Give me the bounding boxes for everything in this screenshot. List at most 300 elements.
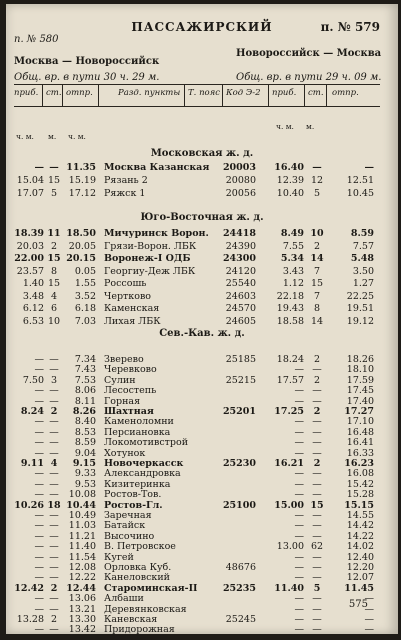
cell-b3: 14.02: [346, 541, 374, 553]
cell-b2: 7: [313, 265, 321, 277]
col-header-dep: отпр.: [66, 88, 93, 98]
cell-b1: —: [294, 478, 304, 490]
cell-st: Каменская: [104, 303, 160, 314]
col-divider: [98, 84, 99, 106]
cell-a2: 11: [47, 228, 61, 239]
cell-st: Кугей: [104, 551, 134, 563]
cell-st: Каменоломни: [104, 416, 174, 428]
cell-a3: 18.50: [66, 228, 96, 239]
table-row: [6, 624, 398, 637]
units-hm: ч. м.: [16, 132, 34, 141]
cell-b3: —: [364, 593, 374, 605]
cell-a2: —: [49, 541, 59, 553]
cell-b1: —: [294, 520, 304, 532]
cell-st: Придорожная: [104, 624, 175, 636]
cell-b1: —: [294, 510, 304, 521]
cell-b3: 3.50: [352, 265, 374, 277]
cell-b3: 16.23: [344, 458, 374, 469]
cell-st: Воронеж-I ОДБ: [104, 253, 191, 264]
cell-a3: 11.21: [68, 530, 96, 542]
units-hm: ч. м.: [276, 122, 294, 131]
cell-b2: —: [312, 572, 322, 584]
cell-a2: 3: [50, 374, 58, 386]
col-header-stop: ст.: [46, 88, 62, 98]
cell-a2: —: [49, 364, 59, 376]
cell-a2: 18: [47, 499, 61, 511]
cell-a2: —: [49, 426, 59, 438]
cell-b3: 18.26: [346, 354, 374, 365]
cell-a3: 12.44: [66, 582, 96, 594]
cell-b1: —: [294, 426, 304, 438]
cell-a2: —: [49, 530, 59, 542]
cell-a3: 8.06: [74, 385, 96, 397]
cell-st: Хотунок: [104, 447, 146, 459]
cell-a3: 12.22: [68, 572, 96, 584]
section-heading: Юго-Восточная ж. д.: [140, 212, 264, 223]
col-divider: [184, 84, 185, 106]
cell-a2: —: [49, 520, 59, 532]
cell-st: Россошь: [104, 278, 147, 289]
cell-b1: 16.21: [274, 458, 304, 469]
cell-b3: 12.07: [346, 572, 374, 584]
cell-b3: 15.28: [346, 489, 374, 501]
cell-a2: —: [49, 395, 59, 407]
cell-a3: 0.05: [74, 265, 96, 277]
page-number: 575: [348, 599, 368, 610]
cell-a3: 7.53: [74, 374, 96, 386]
cell-st: Ростов-Гл.: [104, 499, 163, 511]
table-row: [6, 241, 398, 254]
cell-b1: 17.57: [276, 374, 304, 386]
cell-b2: 7: [313, 290, 321, 302]
cell-st: Грязи-Ворон. ЛБК: [104, 240, 197, 252]
cell-a1: 13.28: [16, 614, 44, 625]
cell-st: Орловка Куб.: [104, 562, 172, 573]
cell-b2: —: [312, 593, 322, 605]
cell-a2: —: [49, 468, 59, 480]
cell-a1: —: [34, 364, 44, 376]
cell-code: 25245: [225, 614, 256, 625]
col-divider: [62, 84, 63, 106]
cell-b1: —: [294, 364, 304, 376]
cell-a2: 15: [47, 175, 61, 186]
cell-b3: 1.27: [352, 278, 374, 289]
cell-a3: 9.33: [74, 468, 96, 480]
cell-a2: —: [49, 593, 59, 605]
table-row: [6, 303, 398, 316]
cell-b2: 14: [310, 315, 324, 327]
page-title: ПАССАЖИРСКИЙ: [131, 20, 273, 34]
cell-code: 24418: [222, 228, 256, 239]
cell-st: Деревянковская: [104, 603, 187, 615]
cell-a3: 8.11: [74, 395, 96, 407]
cell-code: 25230: [222, 458, 256, 469]
cell-a3: 9.04: [74, 447, 96, 459]
total-time-right: Общ. вр. в пути 29 ч. 09 м.: [236, 72, 382, 83]
cell-a1: —: [34, 510, 44, 521]
cell-a3: 15.19: [68, 175, 96, 186]
cell-b2: —: [312, 447, 322, 459]
cell-a3: 13.42: [68, 624, 96, 636]
cell-st: Кизитеринка: [104, 478, 171, 490]
cell-a2: 15: [47, 253, 61, 264]
cell-st: Лихая ЛБК: [104, 315, 161, 327]
cell-a3: 20.15: [66, 253, 96, 264]
cell-b1: —: [294, 416, 304, 428]
cell-code: 24570: [225, 303, 256, 314]
cell-a1: —: [34, 447, 44, 459]
cell-b1: 10.40: [276, 188, 304, 199]
cell-a3: 7.43: [74, 364, 96, 376]
cell-st: Рязань 2: [104, 175, 148, 186]
cell-b2: —: [312, 385, 322, 397]
cell-a2: —: [49, 510, 59, 521]
cell-a3: 13.21: [68, 603, 96, 615]
train-number-right: п. № 579: [320, 20, 380, 34]
cell-st: Локомотивстрой: [104, 437, 189, 449]
col-header-code: Код Э-2: [226, 88, 261, 98]
table-row: [6, 228, 398, 241]
table-row: [6, 266, 398, 279]
units-m: м.: [306, 122, 315, 131]
cell-b2: 2: [313, 406, 321, 417]
cell-b2: 10: [310, 228, 324, 239]
cell-b2: —: [312, 624, 322, 636]
cell-b3: 17.40: [346, 395, 374, 407]
cell-code: 25201: [222, 406, 256, 417]
cell-st: Мичуринск Ворон.: [104, 228, 209, 239]
cell-a2: —: [49, 489, 59, 501]
cell-st: Ряжск 1: [104, 188, 146, 199]
cell-b1: —: [294, 624, 304, 636]
cell-a1: 3.48: [22, 290, 44, 302]
cell-b1: —: [294, 447, 304, 459]
cell-a3: 11.03: [68, 520, 96, 532]
cell-code: 20080: [225, 175, 256, 186]
header-bottom-rule: [14, 106, 380, 107]
cell-st: Албаши: [104, 593, 144, 605]
cell-a1: —: [34, 416, 44, 428]
train-number-left: п. № 580: [14, 34, 59, 45]
cell-a3: 10.08: [68, 489, 96, 501]
cell-code: 24120: [225, 265, 256, 277]
cell-b3: 17.59: [346, 374, 374, 386]
cell-a3: 9.15: [72, 458, 96, 469]
cell-b2: 15: [310, 499, 324, 511]
cell-b1: —: [294, 468, 304, 480]
cell-st: Шахтная: [104, 406, 154, 417]
col-divider: [304, 84, 305, 106]
cell-a1: 10.26: [14, 499, 44, 511]
total-time-left: Общ. вр. в пути 30 ч. 29 м.: [14, 72, 160, 83]
cell-a3: 8.59: [74, 437, 96, 449]
cell-b1: 19.43: [276, 303, 304, 314]
cell-b2: 14: [310, 253, 324, 264]
cell-a1: —: [34, 562, 44, 573]
cell-b2: —: [312, 603, 322, 615]
cell-b1: —: [294, 603, 304, 615]
cell-a1: —: [34, 354, 44, 365]
cell-b3: 16.08: [346, 468, 374, 480]
cell-b1: —: [294, 551, 304, 563]
cell-b2: 2: [313, 458, 321, 469]
cell-a3: 11.54: [68, 551, 96, 563]
col-header-arr: приб.: [14, 88, 39, 98]
cell-a3: 11.40: [68, 541, 96, 553]
cell-b2: —: [312, 426, 322, 438]
cell-a3: 11.35: [66, 162, 96, 173]
cell-b1: —: [294, 489, 304, 501]
cell-b2: —: [312, 520, 322, 532]
cell-code: 25185: [225, 354, 256, 365]
cell-b3: 17.27: [344, 406, 374, 417]
cell-a3: 17.12: [68, 188, 96, 199]
cell-a1: —: [34, 437, 44, 449]
cell-a2: 4: [50, 458, 58, 469]
cell-b1: —: [294, 395, 304, 407]
cell-st: Новочеркасск: [104, 458, 184, 469]
cell-a1: 6.53: [22, 315, 44, 327]
cell-b2: —: [312, 468, 322, 480]
cell-b1: 3.43: [282, 265, 304, 277]
cell-b3: 17.10: [346, 416, 374, 428]
cell-b3: 15.15: [344, 499, 374, 511]
cell-a1: 20.03: [16, 240, 44, 252]
cell-a2: 2: [50, 406, 58, 417]
cell-b3: 10.45: [346, 188, 374, 199]
cell-a2: 8: [50, 265, 58, 277]
cell-st: Каневская: [104, 614, 158, 625]
units-hm: ч. м.: [68, 132, 86, 141]
cell-b1: 5.34: [280, 253, 304, 264]
cell-b1: —: [294, 437, 304, 449]
cell-a1: —: [34, 572, 44, 584]
cell-st: Лесостепь: [104, 385, 157, 397]
col-header-stop2: ст.: [308, 88, 324, 98]
cell-code: 24603: [225, 290, 256, 302]
cell-a2: —: [49, 447, 59, 459]
cell-b3: 7.57: [352, 240, 374, 252]
cell-b2: 2: [313, 240, 321, 252]
cell-st: Высочино: [104, 530, 155, 542]
cell-b1: —: [294, 562, 304, 573]
cell-a2: —: [49, 551, 59, 563]
cell-a2: —: [49, 572, 59, 584]
cell-a1: —: [34, 593, 44, 605]
col-divider: [268, 84, 269, 106]
cell-b1: 18.24: [276, 354, 304, 365]
cell-st: Москва Казанская: [104, 162, 210, 173]
col-header-arr2: приб.: [272, 88, 297, 98]
cell-b3: 22.25: [346, 290, 374, 302]
cell-b2: —: [312, 395, 322, 407]
section-heading: Московская ж. д.: [150, 148, 254, 159]
cell-b1: 13.00: [276, 541, 304, 553]
cell-st: Александровка: [104, 468, 181, 480]
cell-a3: 7.34: [74, 354, 96, 365]
cell-b3: 19.51: [346, 303, 374, 314]
cell-st: Георгиу-Деж ЛБК: [104, 265, 196, 277]
cell-a2: —: [49, 354, 59, 365]
cell-b3: 16.41: [346, 437, 374, 449]
cell-b3: 19.12: [346, 315, 374, 327]
cell-b3: —: [364, 162, 374, 173]
cell-st: Заречная: [104, 510, 152, 521]
cell-b3: 12.51: [346, 175, 374, 186]
cell-a1: 9.11: [20, 458, 44, 469]
cell-a2: —: [49, 385, 59, 397]
col-divider: [326, 84, 327, 106]
cell-a1: 17.07: [16, 188, 44, 199]
cell-a2: 15: [47, 278, 61, 289]
table-row: [6, 188, 398, 201]
col-divider: [222, 84, 223, 106]
cell-b1: —: [294, 385, 304, 397]
cell-a2: —: [49, 437, 59, 449]
cell-b2: 5: [313, 582, 321, 594]
cell-b3: —: [364, 624, 374, 636]
cell-st: Ростов-Тов.: [104, 489, 162, 501]
col-header-stations: Разд. пункты: [118, 88, 181, 98]
col-header-dep2: отпр.: [332, 88, 359, 98]
cell-b1: 17.25: [274, 406, 304, 417]
cell-b1: 1.12: [282, 278, 304, 289]
col-divider: [42, 84, 43, 106]
cell-a1: —: [34, 468, 44, 480]
cell-a1: 12.42: [14, 582, 44, 594]
cell-b3: 14.42: [346, 520, 374, 532]
table-row: [6, 253, 398, 266]
cell-code: 24390: [225, 240, 256, 252]
table-row: [6, 316, 398, 329]
cell-a3: 8.53: [74, 426, 96, 438]
cell-st: Канеловский: [104, 572, 170, 584]
cell-st: Батайск: [104, 520, 146, 532]
cell-st: Зверево: [104, 354, 144, 365]
cell-code: 20056: [225, 188, 256, 199]
cell-a1: 7.50: [22, 374, 44, 386]
cell-st: В. Петровское: [104, 541, 176, 553]
cell-a1: —: [34, 541, 44, 553]
cell-b2: 5: [313, 188, 321, 199]
cell-a1: —: [34, 624, 44, 636]
cell-a2: —: [49, 562, 59, 573]
cell-code: 48676: [225, 562, 256, 573]
cell-b2: 62: [310, 541, 324, 553]
cell-b2: —: [312, 614, 322, 625]
cell-a1: 6.12: [22, 303, 44, 314]
cell-a1: —: [34, 530, 44, 542]
cell-a3: 6.18: [74, 303, 96, 314]
cell-a3: 12.08: [68, 562, 96, 573]
cell-code: 25235: [222, 582, 256, 594]
cell-a2: —: [49, 478, 59, 490]
cell-code: 20003: [222, 162, 256, 173]
cell-b3: 15.42: [346, 478, 374, 490]
cell-a1: 8.24: [20, 406, 44, 417]
cell-b2: —: [312, 162, 322, 173]
cell-a2: —: [49, 416, 59, 428]
cell-a2: 4: [50, 290, 58, 302]
cell-b3: 8.59: [350, 228, 374, 239]
cell-a1: —: [34, 551, 44, 563]
cell-a3: 13.06: [68, 593, 96, 605]
table-row: [6, 278, 398, 291]
cell-b1: 12.39: [276, 175, 304, 186]
cell-b3: 16.48: [346, 426, 374, 438]
cell-a2: 6: [50, 303, 58, 314]
cell-b2: 8: [313, 303, 321, 314]
cell-b2: —: [312, 437, 322, 449]
cell-a1: —: [34, 395, 44, 407]
cell-a1: —: [34, 426, 44, 438]
cell-b3: 14.55: [346, 510, 374, 521]
cell-b2: —: [312, 562, 322, 573]
cell-st: Черевково: [104, 364, 157, 376]
cell-a1: —: [34, 603, 44, 615]
cell-code: 24605: [225, 315, 256, 327]
cell-b2: —: [312, 364, 322, 376]
cell-b3: —: [364, 603, 374, 615]
cell-b2: —: [312, 551, 322, 563]
cell-b1: 11.40: [274, 582, 304, 594]
cell-a2: 10: [47, 315, 61, 327]
cell-a1: —: [34, 385, 44, 397]
cell-b2: —: [312, 489, 322, 501]
cell-a1: —: [34, 520, 44, 532]
cell-b3: 5.48: [350, 253, 374, 264]
cell-a1: 18.39: [14, 228, 44, 239]
cell-a3: 10.44: [66, 499, 96, 511]
cell-a1: 23.57: [16, 265, 44, 277]
cell-b3: 16.33: [346, 447, 374, 459]
cell-a2: 2: [50, 582, 58, 594]
cell-code: 24300: [222, 253, 256, 264]
cell-b2: —: [312, 530, 322, 542]
cell-b3: 17.45: [346, 385, 374, 397]
cell-a3: 10.49: [68, 510, 96, 521]
cell-b2: 15: [310, 278, 324, 289]
cell-b3: 18.10: [346, 364, 374, 376]
cell-st: Сулин: [104, 374, 136, 386]
cell-b1: 16.40: [274, 162, 304, 173]
cell-a1: 22.00: [14, 253, 44, 264]
cell-a1: —: [34, 478, 44, 490]
cell-code: 25540: [225, 278, 256, 289]
cell-b1: —: [294, 530, 304, 542]
table-row: [6, 291, 398, 304]
cell-b2: —: [312, 416, 322, 428]
col-header-zone: Т. пояс: [188, 88, 221, 98]
cell-a1: 15.04: [16, 175, 44, 186]
cell-b1: 7.55: [282, 240, 304, 252]
cell-a2: —: [49, 624, 59, 636]
cell-a2: 5: [50, 188, 58, 199]
cell-a1: —: [34, 162, 44, 173]
cell-a2: 2: [50, 240, 58, 252]
cell-a3: 8.40: [74, 416, 96, 428]
cell-a3: 8.26: [72, 406, 96, 417]
cell-b2: —: [312, 510, 322, 521]
cell-b3: —: [364, 614, 374, 625]
units-m: м.: [48, 132, 57, 141]
cell-a2: 2: [50, 614, 58, 625]
book-page: [6, 4, 398, 634]
cell-a1: —: [34, 489, 44, 501]
cell-b1: 22.18: [276, 290, 304, 302]
cell-a1: 1.40: [22, 278, 44, 289]
cell-b3: 11.45: [344, 582, 374, 594]
